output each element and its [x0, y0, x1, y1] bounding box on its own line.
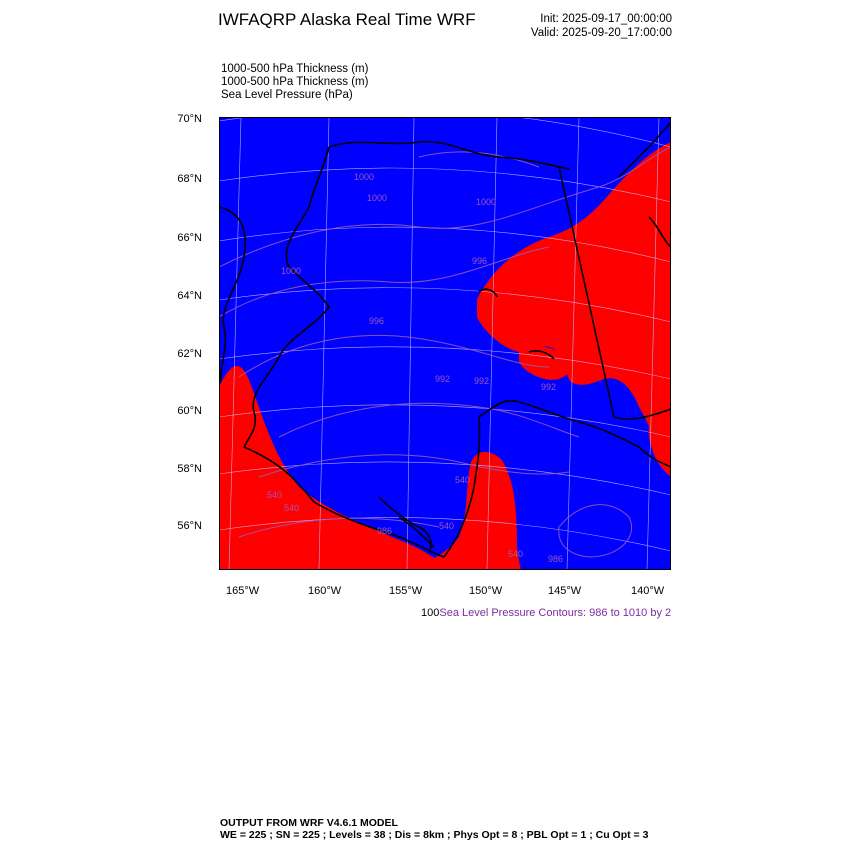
contour-note-text: Sea Level Pressure Contours: 986 to 1010 by 2	[439, 607, 672, 619]
contour-label: 540	[508, 549, 524, 559]
field-label-2: 1000-500 hPa Thickness (m)	[221, 76, 369, 88]
lon-tick-145: 145°W	[548, 585, 582, 597]
contour-label: 992	[435, 374, 451, 384]
contour-label: 992	[541, 382, 557, 392]
contour-label: 540	[439, 521, 455, 531]
lat-tick-58: 58°N	[177, 463, 202, 475]
contour-label: 986	[377, 526, 393, 536]
lon-tick-160: 160°W	[308, 585, 342, 597]
lat-tick-60: 60°N	[177, 405, 202, 417]
field-label-3: Sea Level Pressure (hPa)	[221, 89, 353, 101]
time-info	[531, 12, 672, 40]
contour-label: 540	[455, 475, 471, 485]
contour-label: 996	[472, 256, 488, 266]
contour-label: 986	[548, 554, 564, 564]
contour-label: 1000	[367, 193, 388, 203]
lon-tick-140: 140°W	[631, 585, 665, 597]
lon-tick-165: 165°W	[226, 585, 260, 597]
footer-line-1: OUTPUT FROM WRF V4.6.1 MODEL	[220, 817, 398, 829]
page-title: IWFAQRP Alaska Real Time WRF	[218, 10, 476, 29]
footer-line-2: WE = 225 ; SN = 225 ; Levels = 38 ; Dis = 8km ; Phys Opt = 8 ; PBL Opt = 1 ; Cu Opt = 3	[220, 829, 649, 841]
contour-label: 992	[474, 376, 490, 386]
contour-label: 540	[267, 490, 283, 500]
model-footer	[220, 817, 648, 841]
contour-label: 1000	[281, 266, 302, 276]
field-list	[221, 63, 368, 102]
lon-tick-155: 155°W	[389, 585, 423, 597]
contour-note	[421, 607, 671, 619]
valid-time: Valid: 2025-09-20_17:00:00	[530, 27, 672, 39]
lat-tick-62: 62°N	[177, 348, 202, 360]
lat-tick-66: 66°N	[177, 232, 202, 244]
lat-tick-56: 56°N	[177, 520, 202, 532]
map-canvas	[219, 117, 671, 570]
init-time: Init: 2025-09-17_00:00:00	[540, 13, 672, 25]
lat-tick-70: 70°N	[177, 113, 202, 125]
contour-label: 540	[284, 503, 300, 513]
lat-tick-68: 68°N	[177, 173, 202, 185]
contour-note-prefix: 100	[421, 607, 440, 619]
lat-tick-64: 64°N	[177, 290, 202, 302]
lon-tick-150: 150°W	[469, 585, 503, 597]
field-label-1: 1000-500 hPa Thickness (m)	[221, 63, 369, 75]
map-panel	[219, 117, 671, 570]
contour-label: 1000	[476, 197, 497, 207]
contour-label: 1000	[354, 172, 375, 182]
contour-label: 996	[369, 316, 385, 326]
